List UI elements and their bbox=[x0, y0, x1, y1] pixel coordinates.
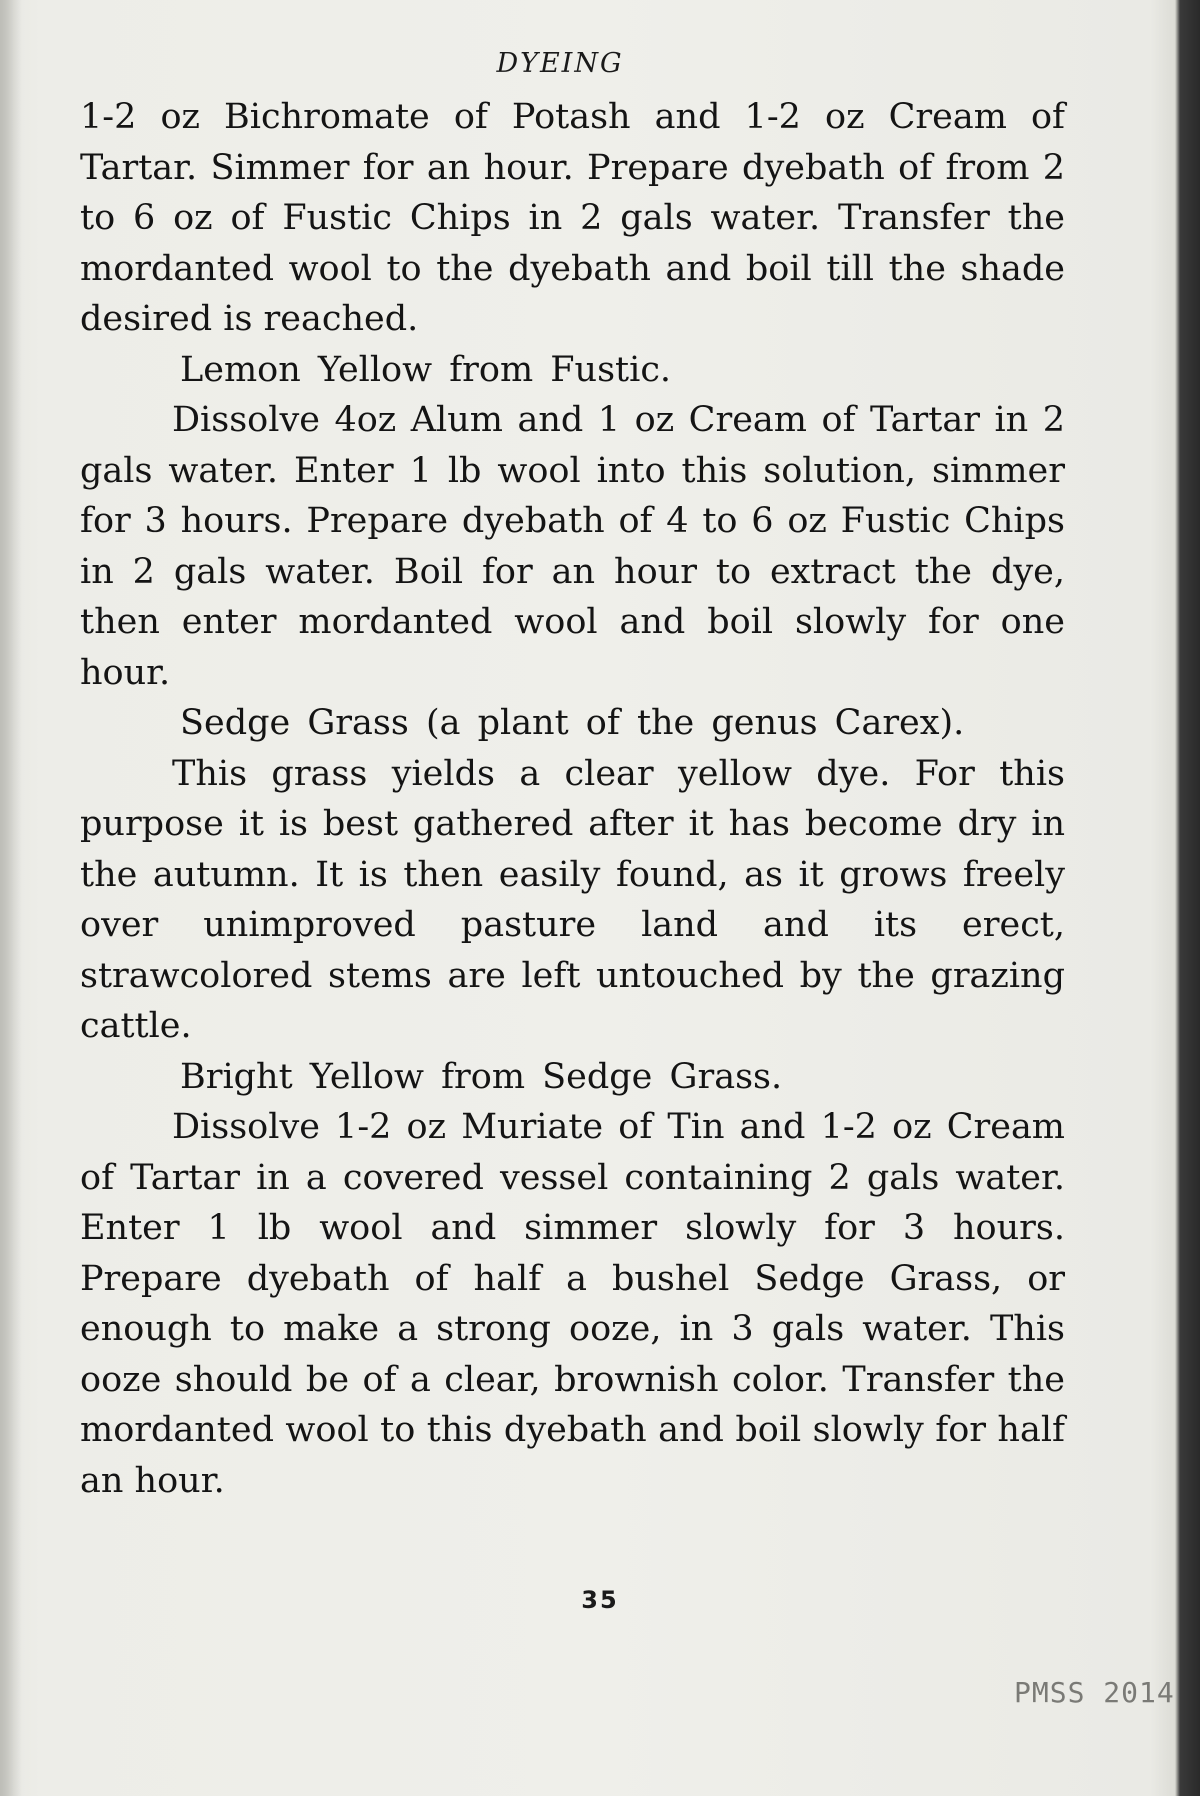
paragraph-lemon-yellow-recipe: Dissolve 4oz Alum and 1 oz Cream of Tartar in 2 gals water. Enter 1 lb wool into this solution, simmer for 3 hours. Prepare dyebath of 4 to 6 oz Fustic Chips in 2 gals water. Boil for an hour to extract the dye, then enter mordanted wool and boil slowly for one hour. bbox=[80, 400, 1065, 693]
page-number: 35 bbox=[581, 1586, 619, 1614]
body-text bbox=[80, 92, 1065, 1506]
section-heading-bright-yellow: Bright Yellow from Sedge Grass. bbox=[180, 1056, 783, 1097]
paragraph-sedge-grass-description: This grass yields a clear yellow dye. For this purpose it is best gathered after it has become dry in the autumn. It is then easily found, as it grows freely over unimproved pasture land and its erect, strawcolored stems are left untouched by the grazing cattle. bbox=[80, 753, 1065, 1046]
running-head: DYEING bbox=[496, 48, 624, 79]
watermark: PMSS 2014 bbox=[1014, 1676, 1175, 1709]
spine-shadow bbox=[0, 0, 22, 1796]
section-heading-sedge-grass: Sedge Grass (a plant of the genus Carex). bbox=[180, 703, 965, 743]
section-heading-lemon-yellow: Lemon Yellow from Fustic. bbox=[180, 349, 672, 390]
paragraph-continuation: 1-2 oz Bichromate of Potash and 1-2 oz Cream of Tartar. Simmer for an hour. Prepare dyebath of from 2 to 6 oz of Fustic Chips in 2 gals water. Transfer the mordanted wool to the dyebath and boil till the shade desired is reached. bbox=[80, 97, 1065, 339]
paragraph-bright-yellow-recipe: Dissolve 1-2 oz Muriate of Tin and 1-2 oz Cream of Tartar in a covered vessel containing 2 gals water. Enter 1 lb wool and simmer slowly for 3 hours. Prepare dyebath of half a bushel Sedge Grass, or enough to make a strong ooze, in 3 gals water. This ooze should be of a clear, brownish color. Transfer the mordanted wool to this dyebath and boil slowly for half an hour. bbox=[80, 1107, 1065, 1501]
